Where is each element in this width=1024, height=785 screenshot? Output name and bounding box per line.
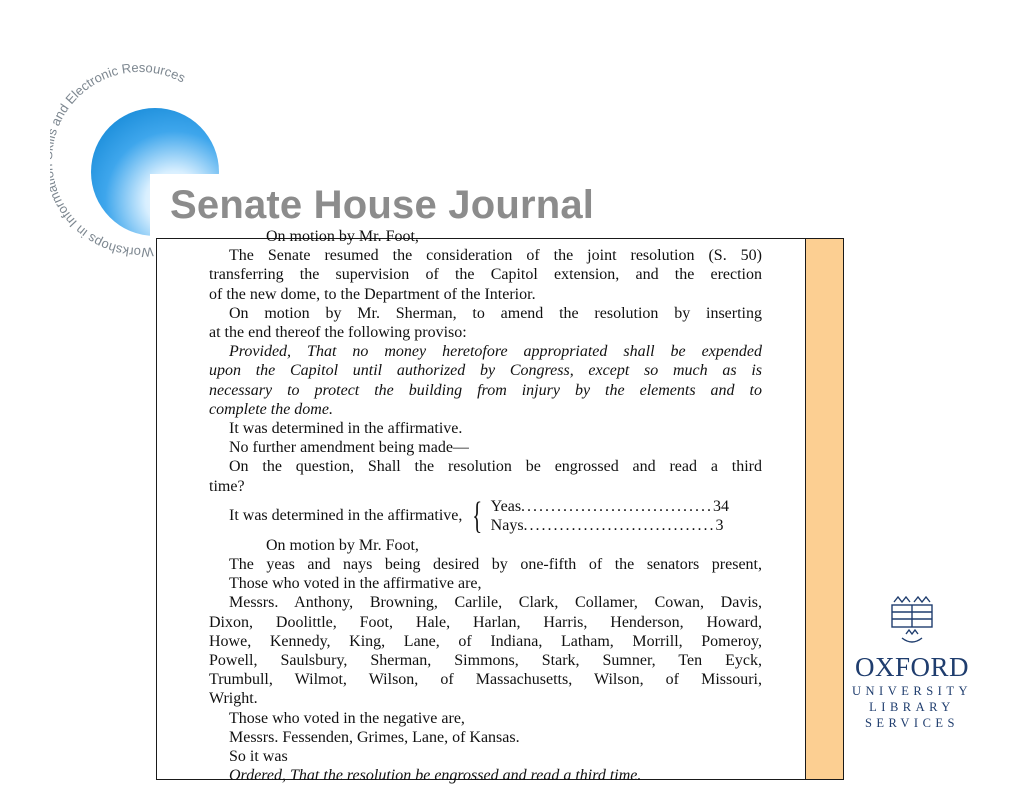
journal-line: complete the dome.	[209, 400, 333, 418]
journal-line: Howe, Kennedy, King, Lane, of Indiana, Latham, Morrill, Pomeroy,	[209, 632, 762, 650]
yeas-dots: ................................	[521, 497, 714, 515]
journal-line: transferring the supervision of the Capitol extension, and the erection	[209, 266, 762, 284]
journal-line: Provided, That no money heretofore appropriated shall be expended	[229, 343, 762, 361]
vote-lead: It was determined in the affirmative,	[229, 507, 463, 525]
journal-lines-after	[209, 536, 762, 785]
journal-line: Those who voted in the affirmative are,	[229, 575, 482, 593]
journal-line: Messrs. Fessenden, Grimes, Lane, of Kansas.	[229, 728, 520, 746]
journal-line: time?	[209, 477, 245, 495]
journal-line: The yeas and nays being desired by one-fifth of the senators present,	[229, 556, 762, 574]
oxford-library: LIBRARY	[869, 700, 955, 714]
journal-scan	[156, 228, 844, 785]
journal-line: of the new dome, to the Department of the Interior.	[209, 285, 536, 303]
journal-line: No further amendment being made—	[229, 439, 469, 457]
journal-line: upon the Capitol until authorized by Congress, except so much as is	[209, 362, 762, 380]
journal-line: necessary to protect the building from injury by the elements and to	[209, 381, 762, 399]
page-margin-strip	[805, 239, 843, 779]
journal-line: On motion by Mr. Foot,	[266, 536, 419, 554]
journal-line: Ordered, That the resolution be engrossed and read a third time.	[229, 767, 642, 785]
journal-line: So it was	[229, 748, 288, 766]
journal-text	[209, 227, 762, 785]
journal-line: at the end thereof the following proviso:	[209, 324, 467, 342]
vote-result	[209, 496, 762, 536]
journal-line: On motion by Mr. Foot,	[266, 228, 419, 245]
nays-count: 3	[715, 516, 724, 534]
oxford-crest-icon	[888, 594, 936, 646]
vote-list	[490, 497, 730, 535]
nays-dots: ................................	[523, 516, 716, 534]
oxford-services: SERVICES	[864, 716, 960, 730]
vote-yeas	[490, 497, 730, 516]
nays-label: Nays	[490, 516, 524, 534]
journal-line: On motion by Mr. Sherman, to amend the resolution by inserting	[229, 304, 762, 322]
page-title: Senate House Journal	[170, 183, 595, 227]
journal-line: Powell, Saulsbury, Sherman, Simmons, Stark, Sumner, Ten Eyck,	[209, 652, 762, 670]
oxford-name: OXFORD	[854, 652, 970, 682]
journal-line: It was determined in the affirmative.	[229, 420, 463, 438]
logo-curved-text: Workshops in Infor nd Electronic Resources	[51, 62, 188, 261]
journal-line: The Senate resumed the consideration of the joint resolution (S. 50)	[229, 247, 762, 265]
journal-line: Wright.	[209, 690, 258, 708]
oxford-university: UNIVERSITY	[852, 684, 972, 698]
journal-line: Dixon, Doolittle, Foot, Hale, Harlan, Harris, Henderson, Howard,	[209, 613, 762, 631]
journal-line: Those who voted in the negative are,	[229, 709, 465, 727]
journal-line: On the question, Shall the resolution be engrossed and read a third	[229, 458, 762, 476]
vote-brace: {	[472, 494, 483, 537]
journal-line: Trumbull, Wilmot, Wilson, of Massachusetts, Wilson, of Missouri,	[209, 671, 762, 689]
oxford-library-logo	[852, 594, 972, 734]
journal-lines-before	[209, 227, 762, 496]
yeas-count: 34	[713, 497, 730, 515]
journal-line: Messrs. Anthony, Browning, Carlile, Clark, Collamer, Cowan, Davis,	[229, 594, 762, 612]
yeas-label: Yeas	[490, 497, 522, 515]
vote-nays	[490, 516, 724, 535]
